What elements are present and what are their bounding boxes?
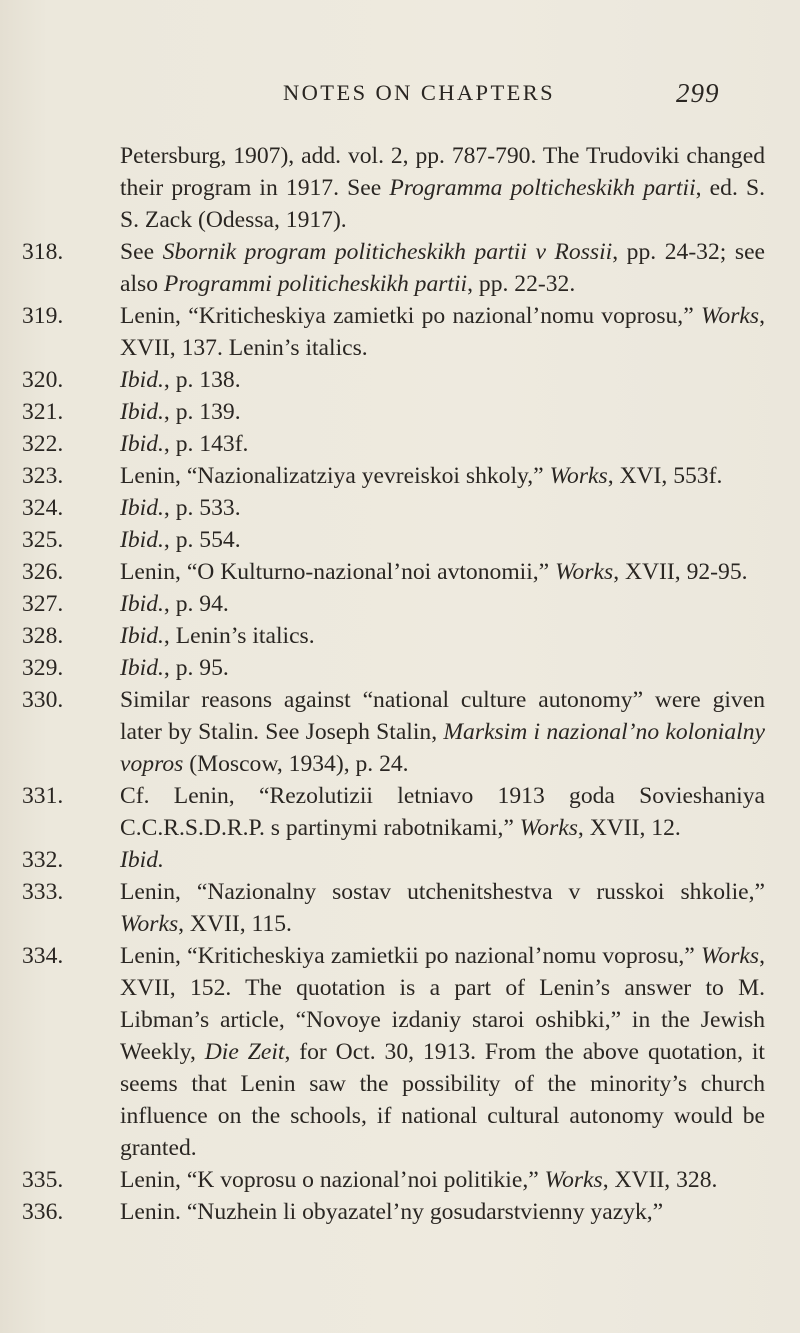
note-321 bbox=[0, 396, 800, 428]
note-number: 330. bbox=[22, 687, 64, 713]
note-number: 318. bbox=[22, 239, 64, 265]
note-number: 322. bbox=[22, 431, 64, 457]
note-text: See Sbornik program politicheskikh partii v Rossii, pp. 24-32; see also Programmi politicheskikh partii, pp. 22-32. bbox=[120, 239, 766, 297]
note-text: Lenin. “Nuzhein li obyazatel’ny gosudarstvienny yazyk,” bbox=[120, 1199, 664, 1225]
note-number: 319. bbox=[22, 303, 64, 329]
note-number: 332. bbox=[22, 847, 64, 873]
page-number: 299 bbox=[676, 78, 720, 108]
note-number: 328. bbox=[22, 623, 64, 649]
note-number: 323. bbox=[22, 463, 64, 489]
note-number: 331. bbox=[22, 783, 64, 809]
note-text: Ibid., p. 94. bbox=[120, 591, 229, 617]
page-header bbox=[0, 80, 800, 120]
note-text: Ibid., p. 138. bbox=[120, 367, 241, 393]
note-324 bbox=[0, 492, 800, 524]
note-328 bbox=[0, 620, 800, 652]
note-322 bbox=[0, 428, 800, 460]
note-number: 325. bbox=[22, 527, 64, 553]
note-335 bbox=[0, 1164, 800, 1196]
note-text: Ibid. bbox=[120, 847, 164, 873]
note-number: 333. bbox=[22, 879, 64, 905]
note-number: 320. bbox=[22, 367, 64, 393]
running-title: NOTES ON CHAPTERS bbox=[283, 80, 556, 105]
note-329 bbox=[0, 652, 800, 684]
note-text: Ibid., p. 533. bbox=[120, 495, 241, 521]
note-number: 327. bbox=[22, 591, 64, 617]
note-text: Lenin, “O Kulturno-nazional’noi avtonomii,” Works, XVII, 92-95. bbox=[120, 559, 748, 585]
note-334 bbox=[0, 940, 800, 1164]
note-text: Lenin, “Nazionalny sostav utchenitshestva v russkoi shkolie,” Works, XVII, 115. bbox=[120, 879, 765, 937]
note-333 bbox=[0, 876, 800, 940]
note-text: Lenin, “Kriticheskiya zamietki po nazional’nomu voprosu,” Works, XVII, 137. Lenin’s italics. bbox=[120, 303, 765, 361]
note-327 bbox=[0, 588, 800, 620]
note-text: Lenin, “Kriticheskiya zamietkii po nazional’nomu voprosu,” Works, XVII, 152. The quotation is a part of Lenin’s answer to M. Libman’s article, “Novoye izdaniy staroi oshibki,” in the Jewish Weekly, Die Zeit, for Oct. 30, 1913. From the above quotation, it seems that Lenin saw the possibility of the minority’s church influence on the schools, if national cultural autonomy would be granted. bbox=[120, 943, 765, 1161]
note-text: Lenin, “K voprosu o nazional’noi politikie,” Works, XVII, 328. bbox=[120, 1167, 718, 1193]
notes-list bbox=[0, 140, 800, 1228]
note-text: Ibid., p. 95. bbox=[120, 655, 229, 681]
note-continuation: Petersburg, 1907), add. vol. 2, pp. 787-790. The Trudoviki changed their program in 1917. See Programma polticheskikh partii, ed. S. S. Zack (Odessa, 1917). bbox=[120, 143, 765, 233]
note-319 bbox=[0, 300, 800, 364]
note-331 bbox=[0, 780, 800, 844]
note-325 bbox=[0, 524, 800, 556]
note-text: Cf. Lenin, “Rezolutizii letniavo 1913 goda Sovieshaniya C.C.R.S.D.R.P. s partinymi rabotnikami,” Works, XVII, 12. bbox=[120, 783, 765, 841]
note-number: 324. bbox=[22, 495, 64, 521]
note-text: Ibid., p. 554. bbox=[120, 527, 241, 553]
note-number: 334. bbox=[22, 943, 64, 969]
note-326 bbox=[0, 556, 800, 588]
note-330 bbox=[0, 684, 800, 780]
note-320 bbox=[0, 364, 800, 396]
note-318 bbox=[0, 236, 800, 300]
note-text: Similar reasons against “national culture autonomy” were given later by Stalin. See Joseph Stalin, Marksim i nazional’no kolonialny vopros (Moscow, 1934), p. 24. bbox=[120, 687, 765, 777]
note-text: Ibid., p. 143f. bbox=[120, 431, 249, 457]
note-number: 329. bbox=[22, 655, 64, 681]
note-number: 335. bbox=[22, 1167, 64, 1193]
note-332 bbox=[0, 844, 800, 876]
note-text: Ibid., Lenin’s italics. bbox=[120, 623, 315, 649]
note-336 bbox=[0, 1196, 800, 1228]
note-323 bbox=[0, 460, 800, 492]
note-text: Lenin, “Nazionalizatziya yevreiskoi shkoly,” Works, XVI, 553f. bbox=[120, 463, 723, 489]
note-number: 326. bbox=[22, 559, 64, 585]
note-text: Ibid., p. 139. bbox=[120, 399, 241, 425]
note-number: 321. bbox=[22, 399, 64, 425]
note-number: 336. bbox=[22, 1199, 64, 1225]
